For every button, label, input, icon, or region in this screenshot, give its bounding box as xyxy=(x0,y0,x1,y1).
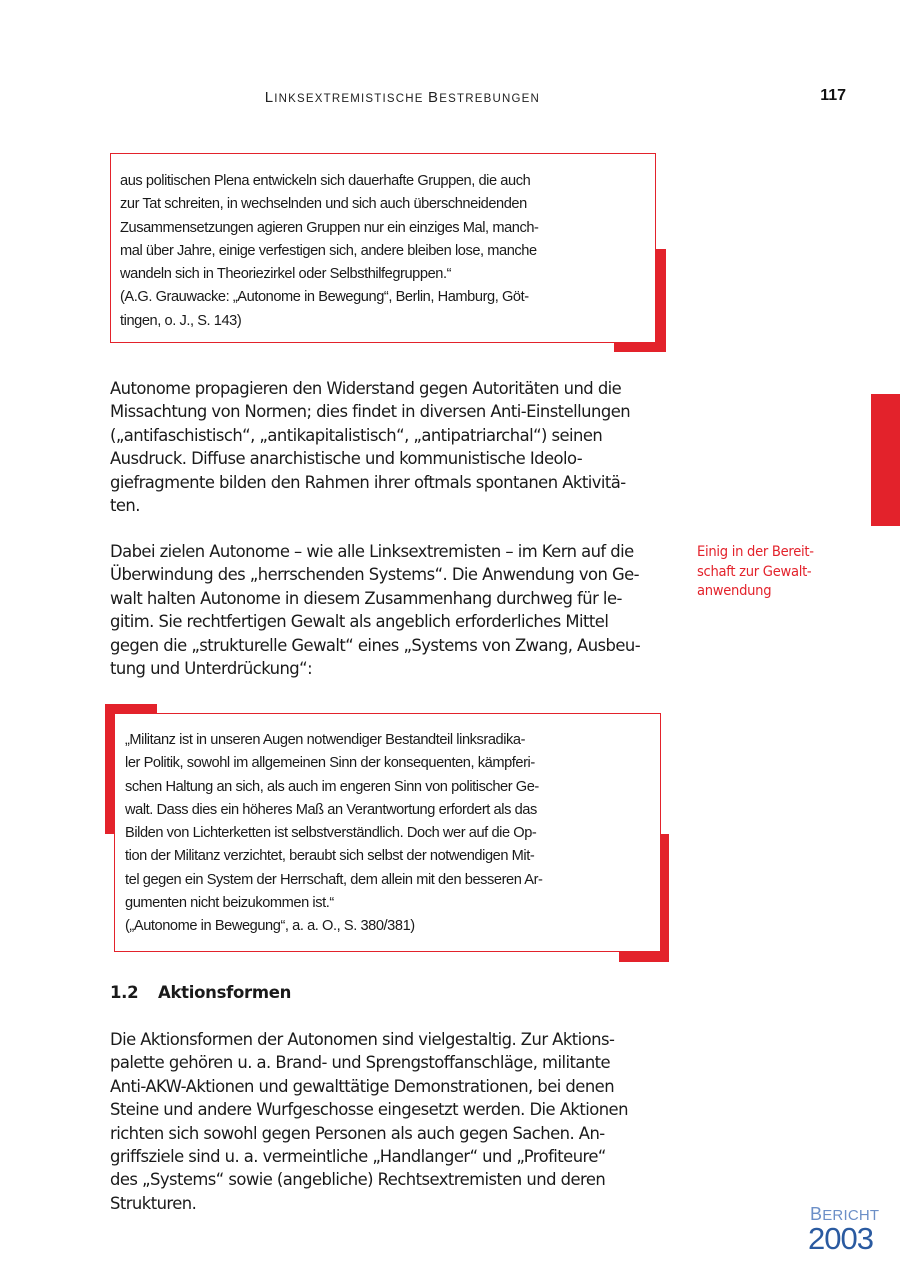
logo-bericht-rest: ERICHT xyxy=(822,1207,880,1224)
paragraph-line: gegen die „strukturelle Gewalt“ eines „Systems von Zwang, Ausbeu- xyxy=(110,635,641,655)
quote1-line: zur Tat schreiten, in wechselnden und sich auch überschneidenden xyxy=(120,195,527,213)
paragraph-line: Anti-AKW-Aktionen und gewalttätige Demonstrationen, bei denen xyxy=(110,1076,615,1096)
margin-note-line: Einig in der Bereit- xyxy=(697,544,814,560)
quote2-line: walt. Dass dies ein höheres Maß an Verantwortung erfordert als das xyxy=(125,800,537,818)
paragraph-line: giefragmente bilden den Rahmen ihrer oftmals spontanen Aktivitä- xyxy=(110,472,626,492)
quote2-line: („Autonome in Bewegung“, a. a. O., S. 380/381) xyxy=(125,917,415,935)
section-title: Aktionsformen xyxy=(158,983,292,1002)
quote2-line: schen Haltung an sich, als auch im engeren Sinn von politischer Ge- xyxy=(125,777,539,795)
quote2-box xyxy=(114,713,661,952)
quote2-line: gumenten nicht beizukommen ist.“ xyxy=(125,894,334,912)
quote1-line: (A.G. Grauwacke: „Autonome in Bewegung“, Berlin, Hamburg, Göt- xyxy=(120,288,529,306)
quote2-text xyxy=(125,728,660,938)
paragraph-autonome-widerstand xyxy=(110,377,670,517)
quote1-box xyxy=(110,153,656,343)
chapter-tab-marker xyxy=(871,394,900,526)
paragraph-line: Autonome propagieren den Widerstand gegen Autoritäten und die xyxy=(110,379,622,398)
paragraph-line: walt halten Autonome in diesem Zusammenhang durchweg für le- xyxy=(110,588,622,608)
paragraph2-text xyxy=(110,540,670,680)
quote1-text xyxy=(120,169,655,332)
paragraph-line: palette gehören u. a. Brand- und Sprengstoffanschläge, militante xyxy=(110,1053,611,1073)
margin-note-text xyxy=(697,543,857,602)
paragraph1-text xyxy=(110,377,670,517)
paragraph-line: gitim. Sie rechtfertigen Gewalt als angeblich erforderliches Mittel xyxy=(110,612,609,632)
paragraph-line: griffsziele sind u. a. vermeintliche „Handlanger“ und „Profiteure“ xyxy=(110,1147,606,1167)
quote1-line: Zusammensetzungen agieren Gruppen nur ein einziges Mal, manch- xyxy=(120,218,539,236)
quote2-line: „Militanz ist in unseren Augen notwendiger Bestandteil linksradika- xyxy=(125,731,526,748)
paragraph-aktionsformen xyxy=(110,1028,670,1215)
paragraph-line: tung und Unterdrückung“: xyxy=(110,659,313,679)
quote2-line: ler Politik, sowohl im allgemeinen Sinn der konsequenten, kämpferi- xyxy=(125,754,535,772)
paragraph-line: Dabei zielen Autonome – wie alle Linksextremisten – im Kern auf die xyxy=(110,542,634,561)
quote1-line: wandeln sich in Theoriezirkel oder Selbsthilfegruppen.“ xyxy=(120,265,452,283)
paragraph-line: („antifaschistisch“, „antikapitalistisch“, „antipatriarchal“) seinen xyxy=(110,425,603,445)
section-heading xyxy=(110,983,291,1002)
quote1-line: mal über Jahre, einige verfestigen sich, andere bleiben lose, manche xyxy=(120,241,537,259)
header-title-part2: ESTREBUNGEN xyxy=(439,93,540,105)
paragraph-line: Strukturen. xyxy=(110,1193,197,1213)
paragraph-line: Ausdruck. Diffuse anarchistische und kommunistische Ideolo- xyxy=(110,449,583,469)
paragraph-line: Die Aktionsformen der Autonomen sind vielgestaltig. Zur Aktions- xyxy=(110,1030,615,1049)
bericht-2003-logo xyxy=(810,1206,890,1254)
margin-note-line: anwendung xyxy=(697,583,772,599)
page-number: 117 xyxy=(820,87,846,104)
logo-year: 2003 xyxy=(808,1221,873,1256)
paragraph-line: Missachtung von Normen; dies findet in diversen Anti-Einstellungen xyxy=(110,402,631,422)
paragraph-gewalt xyxy=(110,540,670,680)
paragraph-line: richten sich sowohl gegen Personen als auch gegen Sachen. An- xyxy=(110,1123,605,1143)
section-number: 1.2 xyxy=(110,983,139,1002)
quote1-line: tingen, o. J., S. 143) xyxy=(120,311,242,329)
paragraph-line: Überwindung des „herrschenden Systems“. Die Anwendung von Ge- xyxy=(110,565,640,585)
header-title-initial-l: L xyxy=(264,89,275,106)
paragraph-line: ten. xyxy=(110,496,140,516)
quote2-line: tion der Militanz verzichtet, beraubt sich selbst der notwendigen Mit- xyxy=(125,847,535,865)
paragraph-line: des „Systems“ sowie (angebliche) Rechtsextremisten und deren xyxy=(110,1170,606,1190)
running-header xyxy=(0,89,540,106)
header-title-part1: INKSEXTREMISTISCHE xyxy=(274,93,429,105)
quote1-line: aus politischen Plena entwickeln sich dauerhafte Gruppen, die auch xyxy=(120,172,531,189)
margin-note-line: schaft zur Gewalt- xyxy=(697,563,812,580)
logo-bericht-initial: B xyxy=(810,1204,823,1224)
paragraph3-text xyxy=(110,1028,670,1215)
quote2-line: Bilden von Lichterketten ist selbstverständlich. Doch wer auf die Op- xyxy=(125,824,537,842)
paragraph-line: Steine und andere Wurfgeschosse eingesetzt werden. Die Aktionen xyxy=(110,1100,628,1120)
margin-note xyxy=(697,543,857,602)
quote2-line: tel gegen ein System der Herrschaft, dem allein mit den besseren Ar- xyxy=(125,870,543,888)
header-title-initial-b: B xyxy=(428,89,440,106)
